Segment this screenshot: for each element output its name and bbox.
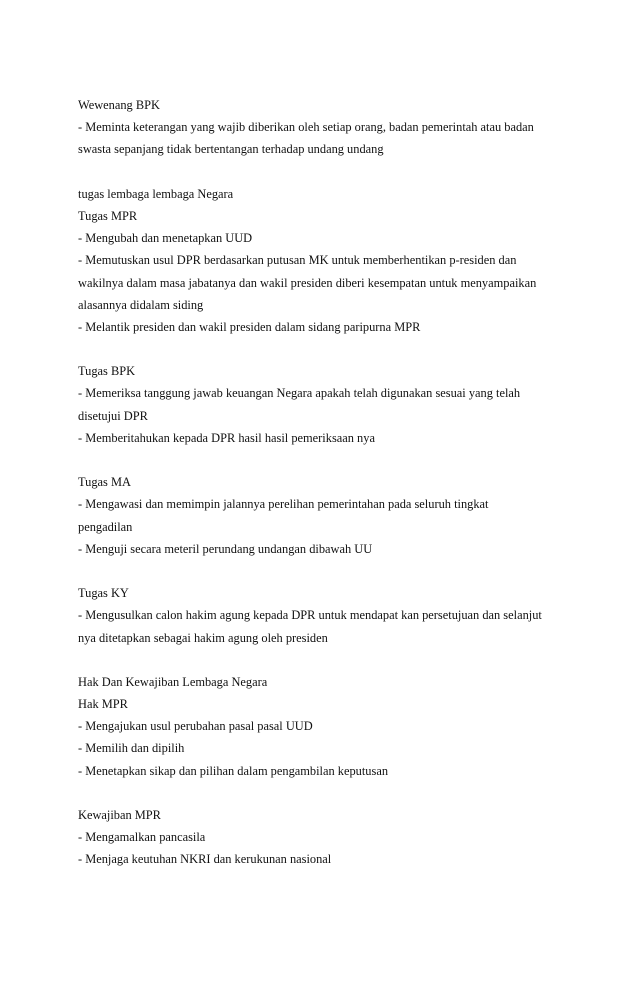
text-line: - Menjaga keutuhan NKRI dan kerukunan nasional (78, 852, 332, 867)
text-line: - Melantik presiden dan wakil presiden dalam sidang paripurna MPR (78, 319, 421, 334)
heading-tugas-mpr: Tugas MPR (78, 208, 138, 223)
blank-line (78, 161, 578, 183)
text-line: pengadilan (78, 519, 133, 534)
heading-tugas-ky: Tugas KY (78, 586, 129, 601)
text-line: nya ditetapkan sebagai hakim agung oleh presiden (78, 630, 328, 645)
text-line: - Mengusulkan calon hakim agung kepada DPR untuk mendapat kan persetujuan dan selanjut (78, 608, 542, 623)
text-line: - Mengawasi dan memimpin jalannya perelihan pemerintahan pada seluruh tingkat (78, 497, 489, 512)
blank-line (78, 782, 578, 804)
text-line: swasta sepanjang tidak bertentangan terhadap undang undang (78, 142, 384, 157)
heading-hak-mpr: Hak MPR (78, 697, 128, 712)
text-line: - Memilih dan dipilih (78, 741, 185, 756)
text-line: disetujui DPR (78, 408, 148, 423)
text-line: - Mengamalkan pancasila (78, 830, 206, 845)
heading-tugas-bpk: Tugas BPK (78, 364, 136, 379)
document-body (78, 94, 578, 871)
text-line: - Menetapkan sikap dan pilihan dalam pengambilan keputusan (78, 763, 389, 778)
text-line: - Memeriksa tanggung jawab keuangan Negara apakah telah digunakan sesuai yang telah (78, 386, 521, 401)
text-line: - Meminta keterangan yang wajib diberikan oleh setiap orang, badan pemerintah atau badan (78, 120, 534, 135)
text-line: - Menguji secara meteril perundang undangan dibawah UU (78, 541, 373, 556)
heading-tugas-lembaga: tugas lembaga lembaga Negara (78, 186, 234, 201)
blank-line (78, 649, 578, 671)
text-line: - Mengubah dan menetapkan UUD (78, 231, 253, 246)
blank-line (78, 449, 578, 471)
heading-tugas-ma: Tugas MA (78, 475, 131, 490)
text-line: alasannya didalam siding (78, 297, 204, 312)
blank-line (78, 560, 578, 582)
heading-hak-kewajiban: Hak Dan Kewajiban Lembaga Negara (78, 674, 268, 689)
heading-kewajiban-mpr: Kewajiban MPR (78, 808, 161, 822)
heading-wewenang-bpk: Wewenang BPK (78, 98, 160, 112)
text-line: - Memberitahukan kepada DPR hasil hasil pemeriksaan nya (78, 430, 375, 445)
blank-line (78, 338, 578, 360)
text-line: - Mengajukan usul perubahan pasal pasal UUD (78, 719, 313, 734)
text-line: - Memutuskan usul DPR berdasarkan putusan MK untuk memberhentikan p-residen dan (78, 253, 517, 268)
text-line: wakilnya dalam masa jabatanya dan wakil presiden diberi kesempatan untuk menyampaikan (78, 275, 537, 290)
